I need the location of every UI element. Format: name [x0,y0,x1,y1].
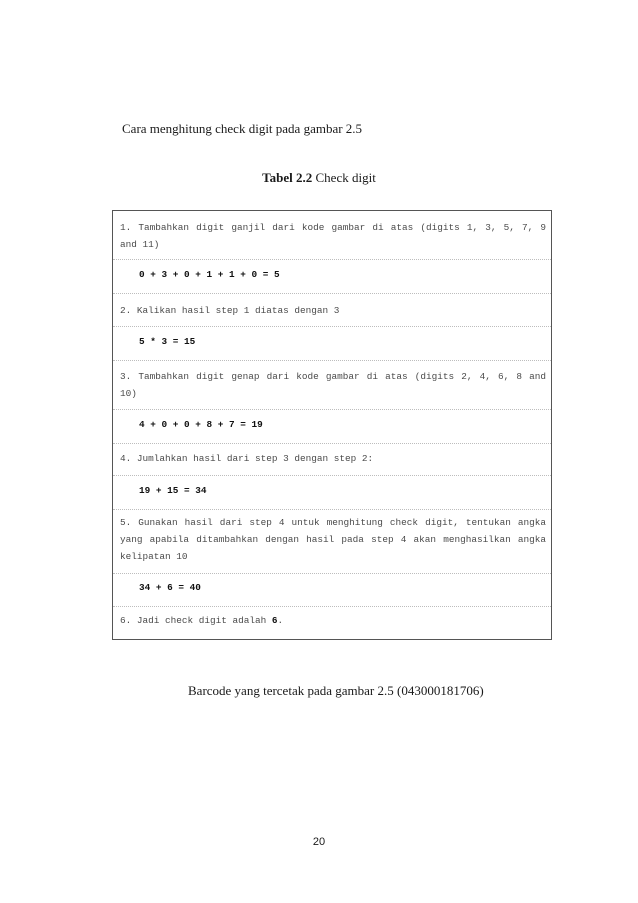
separator [113,293,551,294]
final-step-text: 6. Jadi check digit adalah [120,615,272,626]
separator [113,326,551,327]
separator [113,259,551,260]
separator [113,443,551,444]
step-2-calculation: 5 * 3 = 15 [139,336,196,347]
table-caption-label: Tabel 2.2 [262,170,313,185]
separator [113,573,551,574]
separator [113,409,551,410]
step-5-calculation: 34 + 6 = 40 [139,582,201,593]
step-1-text: 1. Tambahkan digit ganjil dari kode gambar di atas (digits 1, 3, 5, 7, 9 and 11) [120,222,546,250]
step-4-calculation: 19 + 15 = 34 [139,485,207,496]
step-6-text [120,612,546,629]
step-1-calculation: 0 + 3 + 0 + 1 + 1 + 0 = 5 [139,269,280,280]
separator [113,606,551,607]
table-caption-title: Check digit [312,170,376,185]
step-4-text: 4. Jumlahkan hasil dari step 3 dengan step 2: [120,453,374,464]
separator [113,475,551,476]
step-2-text: 2. Kalikan hasil step 1 diatas dengan 3 [120,305,340,316]
step-3-calculation: 4 + 0 + 0 + 8 + 7 = 19 [139,419,263,430]
step-3-text: 3. Tambahkan digit genap dari kode gambar di atas (digits 2, 4, 6, 8 and 10) [120,371,546,399]
page-number: 20 [312,836,326,848]
barcode-caption: Barcode yang tercetak pada gambar 2.5 (043000181706) [188,683,484,698]
separator [113,509,551,510]
final-step-suffix: . [277,615,284,626]
intro-paragraph: Cara menghitung check digit pada gambar 2.5 [122,121,363,136]
check-digit-value: 6 [271,615,278,626]
step-5-text: 5. Gunakan hasil dari step 4 untuk menghitung check digit, tentukan angka yang apabila ditambahkan dengan hasil pada step 4 akan menghasilkan angka kelipatan 10 [120,517,546,562]
check-digit-code-box [112,210,552,640]
table-caption [0,170,638,186]
separator [113,360,551,361]
